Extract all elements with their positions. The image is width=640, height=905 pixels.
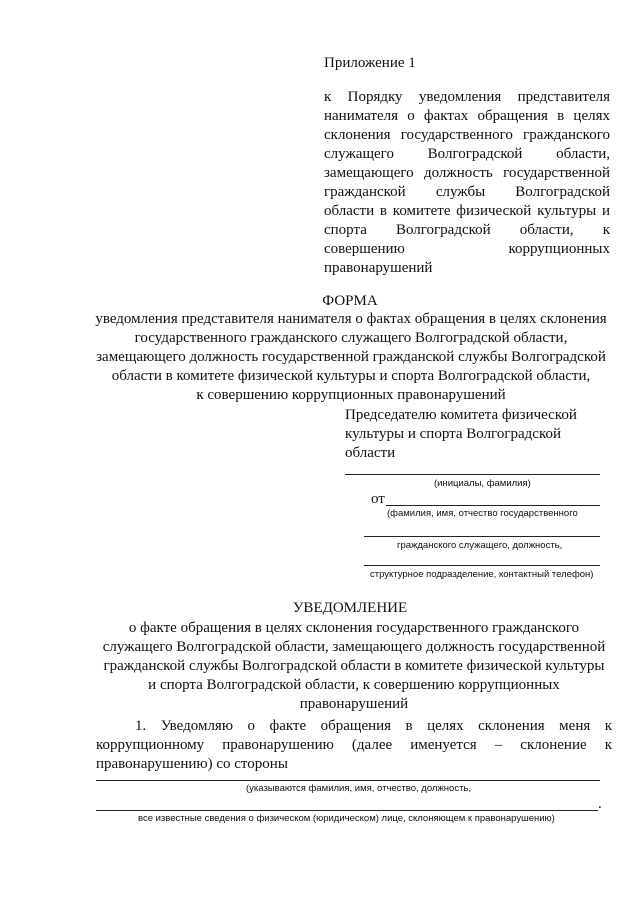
item1-line-first (135, 717, 612, 736)
notice-line: гражданской службы Волгоградской области в комитете физической культуры (103, 658, 605, 674)
appendix-line: к Порядку уведомления представителя (324, 89, 610, 105)
department-line (364, 565, 600, 566)
item1-caption-info: все известные сведения о физическом (юридическом) лице, склоняющем к правонарушению) (138, 813, 555, 824)
item1-line: коррупционному правонарушению (далее именуется – склонение к (96, 737, 612, 753)
caption-fio: (фамилия, имя, отчество государственного (387, 508, 578, 519)
item1-fio-line (96, 780, 600, 781)
caption-initials: (инициалы, фамилия) (434, 478, 531, 489)
form-description (86, 310, 616, 405)
form-line: уведомления представителя нанимателя о фактах обращения в целях склонения (95, 311, 607, 327)
caption-department: структурное подразделение, контактный телефон) (370, 569, 594, 580)
form-line: замещающего должность государственной гражданской службы Волгоградской (96, 349, 606, 365)
form-line: к совершению коррупционных правонарушений (196, 387, 506, 403)
item1-line: правонарушению) со стороны (96, 756, 288, 772)
position-line (364, 536, 600, 537)
item1-caption-fio: (указываются фамилия, имя, отчество, должность, (246, 783, 472, 794)
item1-period: . (598, 796, 602, 812)
appendix-line: гражданской службы Волгоградской (324, 184, 610, 200)
caption-position: гражданского служащего, должность, (397, 540, 563, 551)
appendix-line: правонарушений (324, 260, 433, 276)
appendix-line: склонения государственного гражданского (324, 127, 610, 143)
notice-description (84, 619, 624, 714)
addressee-initials-line (345, 474, 600, 475)
addressee-line: области (345, 445, 396, 461)
appendix-line: спорта Волгоградской области, к (324, 222, 610, 238)
appendix-line: области в комитете физической культуры и (324, 203, 610, 219)
addressee-line: культуры и спорта Волгоградской (345, 426, 561, 442)
item1-info-line (96, 810, 598, 811)
notice-line: и спорта Волгоградской области, к совершению коррупционных (148, 677, 560, 693)
appendix-line: нанимателя о фактах обращения в целях (324, 108, 610, 124)
appendix-line: совершению коррупционных (324, 241, 610, 257)
form-heading: ФОРМА (322, 293, 378, 309)
addressee-line: Председателю комитета физической (345, 407, 577, 423)
appendix-text (324, 88, 610, 278)
form-line: государственного гражданского служащего Волгоградской области, (134, 330, 568, 346)
notice-line: правонарушений (299, 696, 409, 712)
appendix-title: Приложение 1 (324, 55, 416, 71)
from-label: от (371, 491, 385, 507)
notice-line: о факте обращения в целях склонения государственного гражданского (128, 620, 580, 636)
form-line: области в комитете физической культуры и спорта Волгоградской области, (111, 368, 591, 384)
notice-heading: УВЕДОМЛЕНИЕ (292, 600, 408, 616)
item1-paragraph (96, 736, 612, 774)
from-fio-line (386, 505, 600, 506)
appendix-line: замещающего должность государственной (324, 165, 610, 181)
item1-line: 1. Уведомляю о факте обращения в целях склонения меня к (135, 718, 612, 734)
addressee-text (345, 406, 577, 463)
appendix-line: служащего Волгоградской области, (324, 146, 610, 162)
notice-line: служащего Волгоградской области, замещающего должность государственной (102, 639, 606, 655)
